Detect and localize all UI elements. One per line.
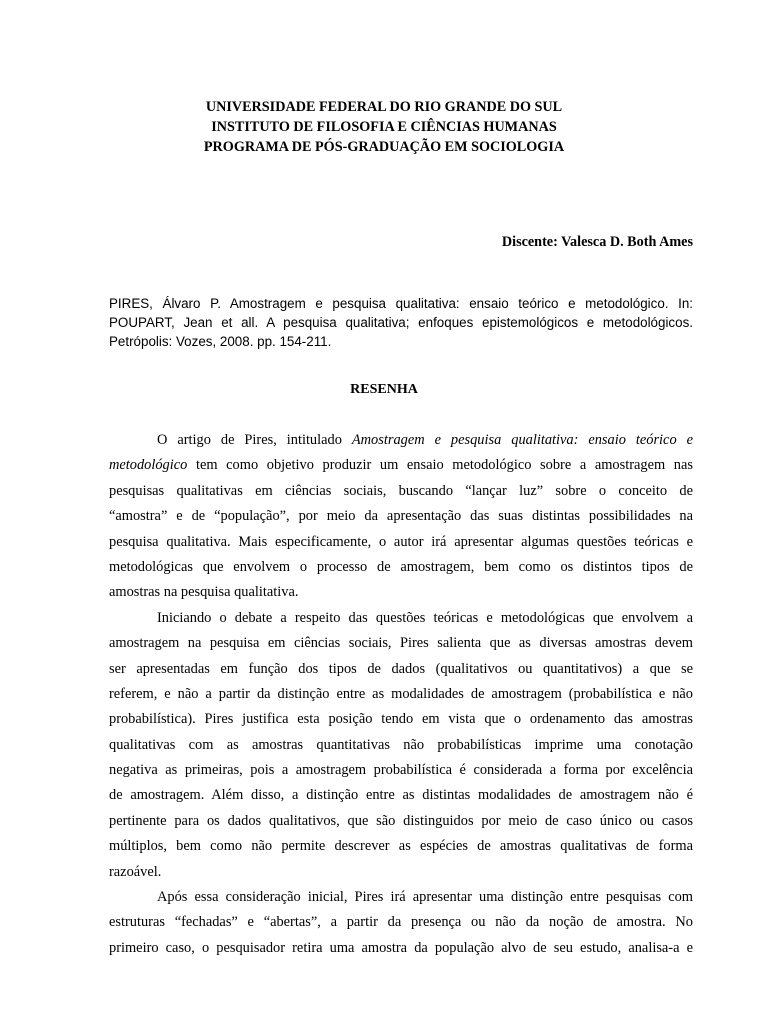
paragraph-line: ser apresentadas em função dos tipos de dados (qualitativos ou quantitativos) a que se — [109, 660, 693, 677]
paragraph-line: Iniciando o debate a respeito das questões teóricas e metodológicas que envolvem a — [157, 609, 693, 626]
paragraph-line: múltiplos, bem como não permite descrever as espécies de amostras qualitativas de forma — [109, 838, 693, 855]
reference-line: PIRES, Álvaro P. Amostragem e pesquisa qualitativa: ensaio teórico e metodológico. In: — [109, 296, 693, 311]
paragraph-line: amostragem na pesquisa em ciências sociais, Pires salienta que as diversas amostras devem — [109, 635, 693, 652]
paragraph-line: pertinente para os dados qualitativos, que são distinguidos por meio de caso único ou casos — [109, 812, 693, 829]
reference-line: POUPART, Jean et all. A pesquisa qualitativa; enfoques epistemológicos e metodológicos. — [109, 315, 693, 330]
institution-header — [0, 97, 768, 157]
text-span: tem como objetivo produzir um ensaio metodológico sobre a amostragem nas — [187, 457, 693, 474]
paragraph-line: estruturas “fechadas” e “abertas”, a partir da presença ou não da noção de amostra. No — [109, 914, 693, 931]
paragraph-line: metodológicas que envolvem o processo de amostragem, bem como os distintos tipos de — [109, 558, 693, 575]
paragraph-line — [109, 453, 693, 478]
section-title: RESENHA — [350, 382, 418, 397]
paragraph-line: pesquisa qualitativa. Mais especificamente, o autor irá apresentar algumas questões teóricas e — [109, 533, 693, 550]
paragraph-line: amostras na pesquisa qualitativa. — [109, 584, 299, 601]
paragraph-line: negativa as primeiras, pois a amostragem probabilística é considerada a forma por excelência — [109, 762, 693, 779]
reference-line: Petrópolis: Vozes, 2008. pp. 154-211. — [109, 334, 332, 349]
paragraph-line: razoável. — [109, 863, 162, 880]
student-name: Discente: Valesca D. Both Ames — [501, 234, 693, 250]
paragraph-line: referem, e não a partir da distinção entre as modalidades de amostragem (probabilística e não — [109, 685, 693, 702]
paragraph-line: de amostragem. Além disso, a distinção entre as distintas modalidades de amostragem não é — [109, 787, 693, 804]
paragraph-line: “amostra” e de “população”, por meio da apresentação das suas distintas possibilidades na — [109, 508, 693, 525]
paragraph-line: pesquisas qualitativas em ciências sociais, buscando “lançar luz” sobre o conceito de — [109, 482, 693, 499]
program-name: PROGRAMA DE PÓS-GRADUAÇÃO EM SOCIOLOGIA — [203, 139, 565, 155]
paragraph-line — [109, 428, 693, 453]
article-title-italic: Amostragem e pesquisa qualitativa: ensaio teórico e — [351, 432, 693, 448]
paragraph-line: probabilística). Pires justifica esta posição tendo em vista que o ordenamento das amostras — [109, 711, 693, 728]
university-name: UNIVERSIDADE FEDERAL DO RIO GRANDE DO SUL — [205, 99, 563, 115]
institute-name: INSTITUTO DE FILOSOFIA E CIÊNCIAS HUMANAS — [211, 119, 557, 135]
text-span: O artigo de Pires, intitulado — [157, 432, 352, 448]
paragraph-line: qualitativas com as amostras quantitativas não probabilísticas imprime uma conotação — [109, 736, 693, 753]
paragraph-line: Após essa consideração inicial, Pires irá apresentar uma distinção entre pesquisas com — [157, 889, 693, 906]
article-title-italic: metodológico — [109, 457, 188, 474]
bibliographic-reference — [109, 294, 693, 351]
paragraph-line: primeiro caso, o pesquisador retira uma amostra da população alvo de seu estudo, analisa-a e — [109, 939, 693, 956]
review-body — [109, 428, 693, 961]
